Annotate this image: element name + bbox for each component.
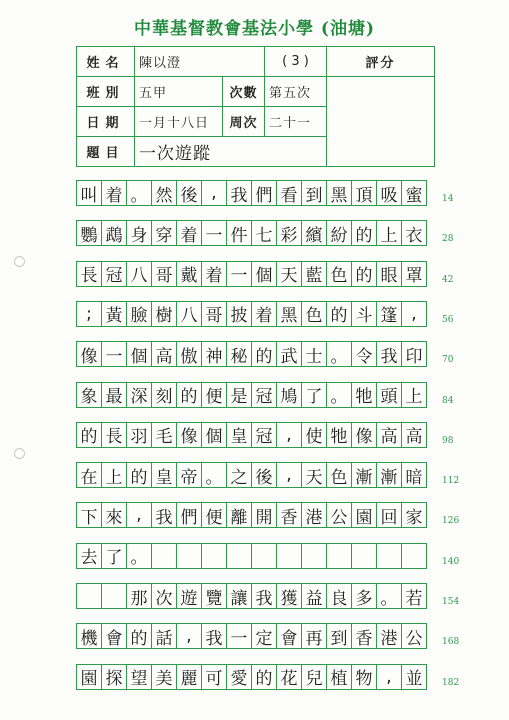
grid-cell: 次: [151, 583, 177, 609]
grid-cell: 紛: [326, 220, 352, 246]
grid-row: [76, 180, 436, 206]
grid-cell: ,: [276, 422, 302, 448]
grid-cell: 高: [151, 341, 177, 367]
grid-cell: 來: [101, 502, 127, 528]
grid-cell: [101, 583, 127, 609]
grid-cell: 遊: [176, 583, 202, 609]
grid-cell: 的: [326, 301, 352, 327]
grid-cell: 着: [101, 180, 127, 206]
grid-cell: 使: [301, 422, 327, 448]
grid-cell: ,: [126, 502, 152, 528]
grid-cell: 像: [176, 422, 202, 448]
grid-cell: 色: [301, 301, 327, 327]
grid-cell: 會: [101, 623, 127, 649]
grid-cell: 香: [351, 623, 377, 649]
row-count: 98: [442, 435, 454, 446]
row-count: 28: [442, 234, 454, 245]
grid-cell: 家: [401, 502, 427, 528]
grid-cell: 了: [301, 382, 327, 408]
grid-cell: 覽: [201, 583, 227, 609]
grid-cell: 的: [176, 382, 202, 408]
grid-cell: 港: [301, 502, 327, 528]
grid-cell: 蜜: [401, 180, 427, 206]
grid-cell: 公: [401, 623, 427, 649]
grid-cell: 令: [351, 341, 377, 367]
grid-cell: 樹: [151, 301, 177, 327]
grid-cell: [151, 543, 177, 569]
grid-cell: 一: [226, 623, 252, 649]
grid-cell: 開: [251, 502, 277, 528]
grid-cell: 。: [126, 180, 152, 206]
grid-cell: 。: [126, 543, 152, 569]
grid-cell: 個: [126, 341, 152, 367]
grid-cell: 哥: [201, 301, 227, 327]
grid-cell: 話: [151, 623, 177, 649]
grid-cell: 漸: [376, 462, 402, 488]
grid-row: [76, 502, 436, 528]
grade-box: [327, 77, 435, 167]
grid-cell: 。: [326, 341, 352, 367]
grid-cell: 便: [201, 502, 227, 528]
grid-cell: 的: [251, 341, 277, 367]
grid-cell: 上: [101, 462, 127, 488]
grid-cell: 。: [201, 462, 227, 488]
grid-row: [76, 664, 436, 690]
grid-cell: 繽: [301, 220, 327, 246]
grid-cell: [201, 543, 227, 569]
grid-cell: 獲: [276, 583, 302, 609]
grid-cell: ;: [76, 301, 102, 327]
grid-cell: 一: [101, 341, 127, 367]
grid-row: [76, 341, 436, 367]
grid-cell: 是: [226, 382, 252, 408]
week-value: 二十一: [265, 107, 327, 137]
row-count: 182: [442, 677, 460, 688]
grid-cell: 着: [201, 261, 227, 287]
grid-cell: 會: [276, 623, 302, 649]
grid-cell: 下: [76, 502, 102, 528]
grid-cell: 像: [76, 341, 102, 367]
grid-cell: 神: [201, 341, 227, 367]
grid-cell: 植: [326, 664, 352, 690]
grade-label: 評分: [327, 47, 435, 77]
row-count: 140: [442, 556, 460, 567]
grid-cell: 望: [126, 664, 152, 690]
grid-cell: [401, 543, 427, 569]
grid-cell: 頭: [376, 382, 402, 408]
grid-cell: 士: [301, 341, 327, 367]
grid-cell: 回: [376, 502, 402, 528]
grid-cell: 之: [226, 462, 252, 488]
grid-cell: 天: [276, 261, 302, 287]
grid-cell: 像: [351, 422, 377, 448]
grid-cell: 個: [201, 422, 227, 448]
grid-cell: ,: [376, 664, 402, 690]
grid-cell: 藍: [301, 261, 327, 287]
grid-cell: 武: [276, 341, 302, 367]
grid-cell: 在: [76, 462, 102, 488]
grid-cell: 們: [251, 180, 277, 206]
grid-cell: ,: [176, 623, 202, 649]
grid-cell: ,: [201, 180, 227, 206]
date-label: 日期: [77, 107, 135, 137]
grid-cell: 穿: [151, 220, 177, 246]
grid-cell: [376, 543, 402, 569]
row-count: 168: [442, 637, 460, 648]
class-value: 五甲: [135, 77, 223, 107]
grid-cell: 愛: [226, 664, 252, 690]
class-number: ( 3 ): [265, 47, 327, 77]
grid-cell: 羽: [126, 422, 152, 448]
grid-cell: 良: [326, 583, 352, 609]
grid-cell: 物: [351, 664, 377, 690]
grid-cell: 的: [126, 462, 152, 488]
grid-cell: 然: [151, 180, 177, 206]
grid-row: [76, 623, 436, 649]
header-table: [76, 46, 435, 167]
grid-cell: ,: [276, 462, 302, 488]
grid-cell: 後: [176, 180, 202, 206]
binder-hole-bottom: [14, 448, 25, 459]
grid-cell: 到: [301, 180, 327, 206]
grid-cell: [301, 543, 327, 569]
grid-cell: 公: [326, 502, 352, 528]
grid-cell: 的: [251, 664, 277, 690]
grid-cell: 上: [376, 220, 402, 246]
grid-cell: [276, 543, 302, 569]
grid-cell: 黑: [276, 301, 302, 327]
grid-cell: 身: [126, 220, 152, 246]
grid-cell: 高: [376, 422, 402, 448]
grid-cell: 花: [276, 664, 302, 690]
row-count: 154: [442, 597, 460, 607]
grid-cell: 帝: [176, 462, 202, 488]
row-count: 126: [442, 516, 460, 527]
grid-cell: 八: [126, 261, 152, 287]
grid-cell: 麗: [176, 664, 202, 690]
grid-cell: 最: [101, 382, 127, 408]
grid-cell: 戴: [176, 261, 202, 287]
grid-cell: 再: [301, 623, 327, 649]
grid-cell: [226, 543, 252, 569]
grid-cell: 衣: [401, 220, 427, 246]
grid-cell: 可: [201, 664, 227, 690]
grid-cell: 園: [351, 502, 377, 528]
grid-cell: 長: [101, 422, 127, 448]
grid-cell: [251, 543, 277, 569]
grid-cell: 我: [226, 180, 252, 206]
grid-row: [76, 583, 436, 609]
grid-cell: 披: [226, 301, 252, 327]
grid-cell: 皇: [151, 462, 177, 488]
grid-row: [76, 301, 436, 327]
grid-cell: 鵡: [101, 220, 127, 246]
date-value: 一月十八日: [135, 107, 223, 137]
grid-cell: [351, 543, 377, 569]
grid-cell: 若: [401, 583, 427, 609]
grid-cell: 看: [276, 180, 302, 206]
grid-cell: 一: [201, 220, 227, 246]
grid-cell: 罩: [401, 261, 427, 287]
grid-cell: 益: [301, 583, 327, 609]
grid-cell: 的: [351, 220, 377, 246]
row-count: 14: [442, 194, 454, 204]
binder-hole-top: [14, 256, 25, 267]
grid-cell: 眼: [376, 261, 402, 287]
times-value: 第五次: [265, 77, 327, 107]
grid-cell: 。: [376, 583, 402, 609]
grid-cell: 香: [276, 502, 302, 528]
name-label: 姓名: [77, 47, 135, 77]
grid-cell: 一: [226, 261, 252, 287]
grid-cell: 皇: [226, 422, 252, 448]
grid-cell: 色: [326, 462, 352, 488]
grid-cell: 探: [101, 664, 127, 690]
grid-cell: 秘: [226, 341, 252, 367]
grid-cell: 牠: [326, 422, 352, 448]
grid-cell: 美: [151, 664, 177, 690]
grid-cell: 並: [401, 664, 427, 690]
grid-cell: 哥: [151, 261, 177, 287]
grid-cell: 叫: [76, 180, 102, 206]
grid-cell: 牠: [351, 382, 377, 408]
grid-cell: 我: [151, 502, 177, 528]
grid-cell: 了: [101, 543, 127, 569]
grid-cell: 彩: [276, 220, 302, 246]
topic-value: 一次遊蹤: [135, 137, 327, 167]
grid-cell: 定: [251, 623, 277, 649]
times-label: 次數: [223, 77, 265, 107]
row-count: 70: [442, 355, 454, 366]
grid-cell: 離: [226, 502, 252, 528]
grid-cell: 黃: [101, 301, 127, 327]
grid-cell: 多: [351, 583, 377, 609]
grid-cell: 冠: [251, 382, 277, 408]
grid-cell: 我: [201, 623, 227, 649]
school-title: 中華基督教會基法小學 (油塘): [133, 19, 375, 39]
grid-cell: 着: [251, 301, 277, 327]
grid-cell: 兒: [301, 664, 327, 690]
grid-cell: 。: [326, 382, 352, 408]
name-value: 陳以澄: [135, 47, 265, 77]
grid-cell: 我: [251, 583, 277, 609]
row-count: 56: [442, 314, 454, 325]
grid-cell: 八: [176, 301, 202, 327]
topic-label: 題目: [77, 137, 135, 167]
grid-cell: 刻: [151, 382, 177, 408]
grid-cell: [76, 583, 102, 609]
grid-cell: ,: [401, 301, 427, 327]
grid-cell: 鸚: [76, 220, 102, 246]
grid-cell: [326, 543, 352, 569]
grid-cell: 後: [251, 462, 277, 488]
grid-cell: 印: [401, 341, 427, 367]
grid-row: [76, 261, 436, 287]
grid-cell: 頂: [351, 180, 377, 206]
grid-cell: 港: [376, 623, 402, 649]
grid-cell: 高: [401, 422, 427, 448]
class-label: 班別: [77, 77, 135, 107]
grid-row: [76, 382, 436, 408]
grid-cell: 天: [301, 462, 327, 488]
row-count: 42: [442, 274, 454, 285]
grid-cell: 冠: [101, 261, 127, 287]
grid-cell: 臉: [126, 301, 152, 327]
grid-cell: 的: [126, 623, 152, 649]
grid-row: [76, 422, 436, 448]
grid-cell: 到: [326, 623, 352, 649]
grid-cell: 的: [76, 422, 102, 448]
grid-cell: 們: [176, 502, 202, 528]
grid-cell: 黑: [326, 180, 352, 206]
grid-cell: 去: [76, 543, 102, 569]
grid-cell: 件: [226, 220, 252, 246]
grid-cell: 便: [201, 382, 227, 408]
grid-cell: 吸: [376, 180, 402, 206]
grid-row: [76, 220, 436, 246]
grid-cell: 暗: [401, 462, 427, 488]
grid-cell: 傲: [176, 341, 202, 367]
grid-row: [76, 462, 436, 488]
grid-cell: 篷: [376, 301, 402, 327]
row-count: 112: [442, 476, 460, 487]
grid-cell: 上: [401, 382, 427, 408]
grid-cell: 鳩: [276, 382, 302, 408]
grid-cell: [176, 543, 202, 569]
grid-cell: 我: [376, 341, 402, 367]
grid-cell: 的: [351, 261, 377, 287]
grid-row: [76, 543, 436, 569]
grid-cell: 着: [176, 220, 202, 246]
grid-cell: 七: [251, 220, 277, 246]
grid-cell: 讓: [226, 583, 252, 609]
grid-cell: 機: [76, 623, 102, 649]
row-count: 84: [442, 395, 454, 406]
grid-cell: 深: [126, 382, 152, 408]
grid-cell: 冠: [251, 422, 277, 448]
grid-cell: 園: [76, 664, 102, 690]
grid-cell: 毛: [151, 422, 177, 448]
week-label: 周次: [223, 107, 265, 137]
grid-cell: 斗: [351, 301, 377, 327]
grid-cell: 那: [126, 583, 152, 609]
grid-cell: 個: [251, 261, 277, 287]
grid-cell: 象: [76, 382, 102, 408]
grid-cell: 長: [76, 261, 102, 287]
grid-cell: 色: [326, 261, 352, 287]
grid-cell: 漸: [351, 462, 377, 488]
